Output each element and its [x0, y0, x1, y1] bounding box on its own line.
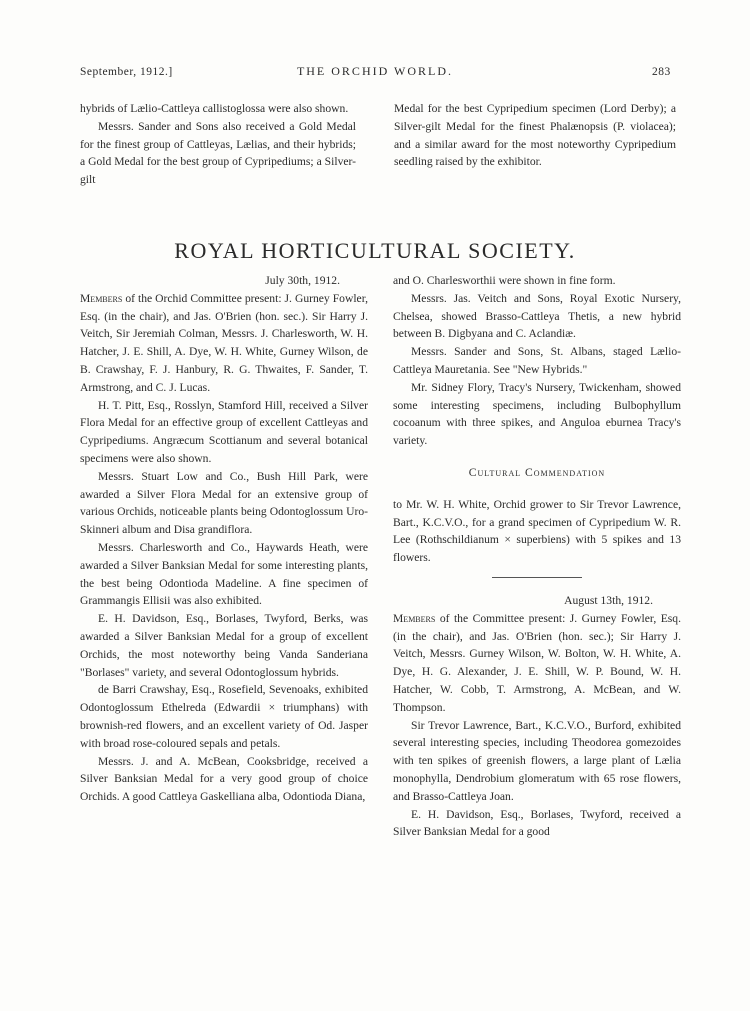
top-left-column — [80, 100, 356, 189]
paragraph: Messrs. Stuart Low and Co., Bush Hill Park, were awarded a Silver Flora Medal for an extensive group of various Orchids, noticeable plants being Odontoglossum Uro-Skinneri album and Disa grandiflora. — [80, 469, 368, 537]
left-column — [80, 272, 368, 806]
lead-word: Members — [393, 611, 436, 625]
section-divider — [492, 577, 582, 578]
paragraph: Messrs. Jas. Veitch and Sons, Royal Exotic Nursery, Chelsea, showed Brasso-Cattleya Thetis, a new hybrid between B. Digbyana and C. Aclandiæ. — [393, 291, 681, 341]
paragraph-text: of the Orchid Committee present: J. Gurney Fowler, Esq. (in the chair), and Jas. O'Brien (hon. sec.). Sir Harry J. Veitch, Sir Jeremiah Colman, Messrs. J. Charlesworth, W. H. Hatcher, J. E. Shill, A. Dye, W. H. White, Gurney Wilson, de B. Crawshay, F. J. Hanbury, R. G. Thwaites, F. Sander, T. Armstrong, and C. J. Lucas. — [80, 291, 368, 394]
paragraph: Sir Trevor Lawrence, Bart., K.C.V.O., Burford, exhibited several interesting species, including Theodorea gomezoides with ten spikes of greenish flowers, a large plant of Lælia monophylla, Dendrobium glomeratum with 65 rose flowers, and Brasso-Cattleya Joan. — [393, 718, 681, 803]
paragraph: Messrs. Sander and Sons also received a Gold Medal for the finest group of Cattleyas, Lælias, and their hybrids; a Gold Medal for the best group of Cypripediums; a Silver-gilt — [80, 119, 356, 187]
paragraph: E. H. Davidson, Esq., Borlases, Twyford, Berks, was awarded a Silver Banksian Medal for a group of excellent Orchids, the most noteworthy being Vanda Sanderiana "Borlases" variety, and several Odontoglossum hybrids. — [80, 612, 368, 679]
paragraph: de Barri Crawshay, Esq., Rosefield, Sevenoaks, exhibited Odontoglossum Ethelreda (Edwardii × triumphans) with brownish-red flowers, and an excellent variety of Od. Jasper with broad rose-coloured sepals and petals. — [80, 683, 368, 750]
meeting-date: August 13th, 1912. — [564, 593, 653, 607]
paragraph: to Mr. W. H. White, Orchid grower to Sir Trevor Lawrence, Bart., K.C.V.O., for a grand specimen of Cypripedium W. R. Lee (Rothschildianum × superbiens) with 5 spikes and 13 flowers. — [393, 497, 681, 565]
article-title: ROYAL HORTICULTURAL SOCIETY. — [174, 238, 576, 263]
paragraph: Medal for the best Cypripedium specimen (Lord Derby); a Silver-gilt Medal for the finest Phalænopsis (P. violacea); and a similar award for the most noteworthy Cypripedium seedling raised by the exhibitor. — [394, 102, 676, 169]
paragraph: and O. Charlesworthii were shown in fine form. — [393, 274, 616, 287]
paragraph-text: of the Committee present: J. Gurney Fowler, Esq. (in the chair), and Jas. O'Brien (hon. sec.); Sir Harry J. Veitch, Messrs. Gurney Wilson, W. Bolton, W. H. White, A. Dye, H. G. Alexander, J. E. Shill, W. P. Bound, W. H. Hatcher, W. Cobb, T. Armstrong, A. McBean, and W. Thompson. — [393, 611, 681, 714]
paragraph — [80, 290, 368, 397]
right-column — [393, 272, 681, 841]
running-header-title: THE ORCHID WORLD. — [296, 64, 454, 78]
meeting-date: July 30th, 1912. — [265, 274, 340, 287]
paragraph: Mr. Sidney Flory, Tracy's Nursery, Twickenham, showed some interesting specimens, including Bulbophyllum cocoanum with three spikes, and Anguloa eburnea Tracy's variety. — [393, 380, 681, 448]
lead-word: Members — [80, 291, 123, 305]
paragraph: H. T. Pitt, Esq., Rosslyn, Stamford Hill, received a Silver Flora Medal for an effective group of excellent Cattleyas and Cypripediums. Angræcum Scottianum and several botanical specimens were also shown. — [80, 398, 368, 465]
paragraph: Messrs. J. and A. McBean, Cooksbridge, received a Silver Banksian Medal for a very good group of choice Orchids. A good Cattleya Gaskelliana alba, Odontioda Diana, — [80, 754, 368, 804]
section-heading: Cultural Commendation — [468, 465, 606, 479]
paragraph: Messrs. Charlesworth and Co., Haywards Heath, were awarded a Silver Banksian Medal for some interesting plants, the best being Odontioda Madeline. A fine specimen of Grammangis Ellisii was also exhibited. — [80, 540, 368, 608]
paragraph — [393, 610, 681, 717]
paragraph: Messrs. Sander and Sons, St. Albans, staged Lælio-Cattleya Mauretania. See "New Hybrids." — [393, 345, 681, 376]
paragraph: E. H. Davidson, Esq., Borlases, Twyford, received a Silver Banksian Medal for a good — [393, 807, 681, 839]
paragraph: hybrids of Lælio-Cattleya callistoglossa were also shown. — [80, 102, 349, 115]
page-number: 283 — [652, 66, 671, 78]
top-right-column — [394, 100, 676, 171]
running-header-date: September, 1912.] — [80, 66, 173, 78]
